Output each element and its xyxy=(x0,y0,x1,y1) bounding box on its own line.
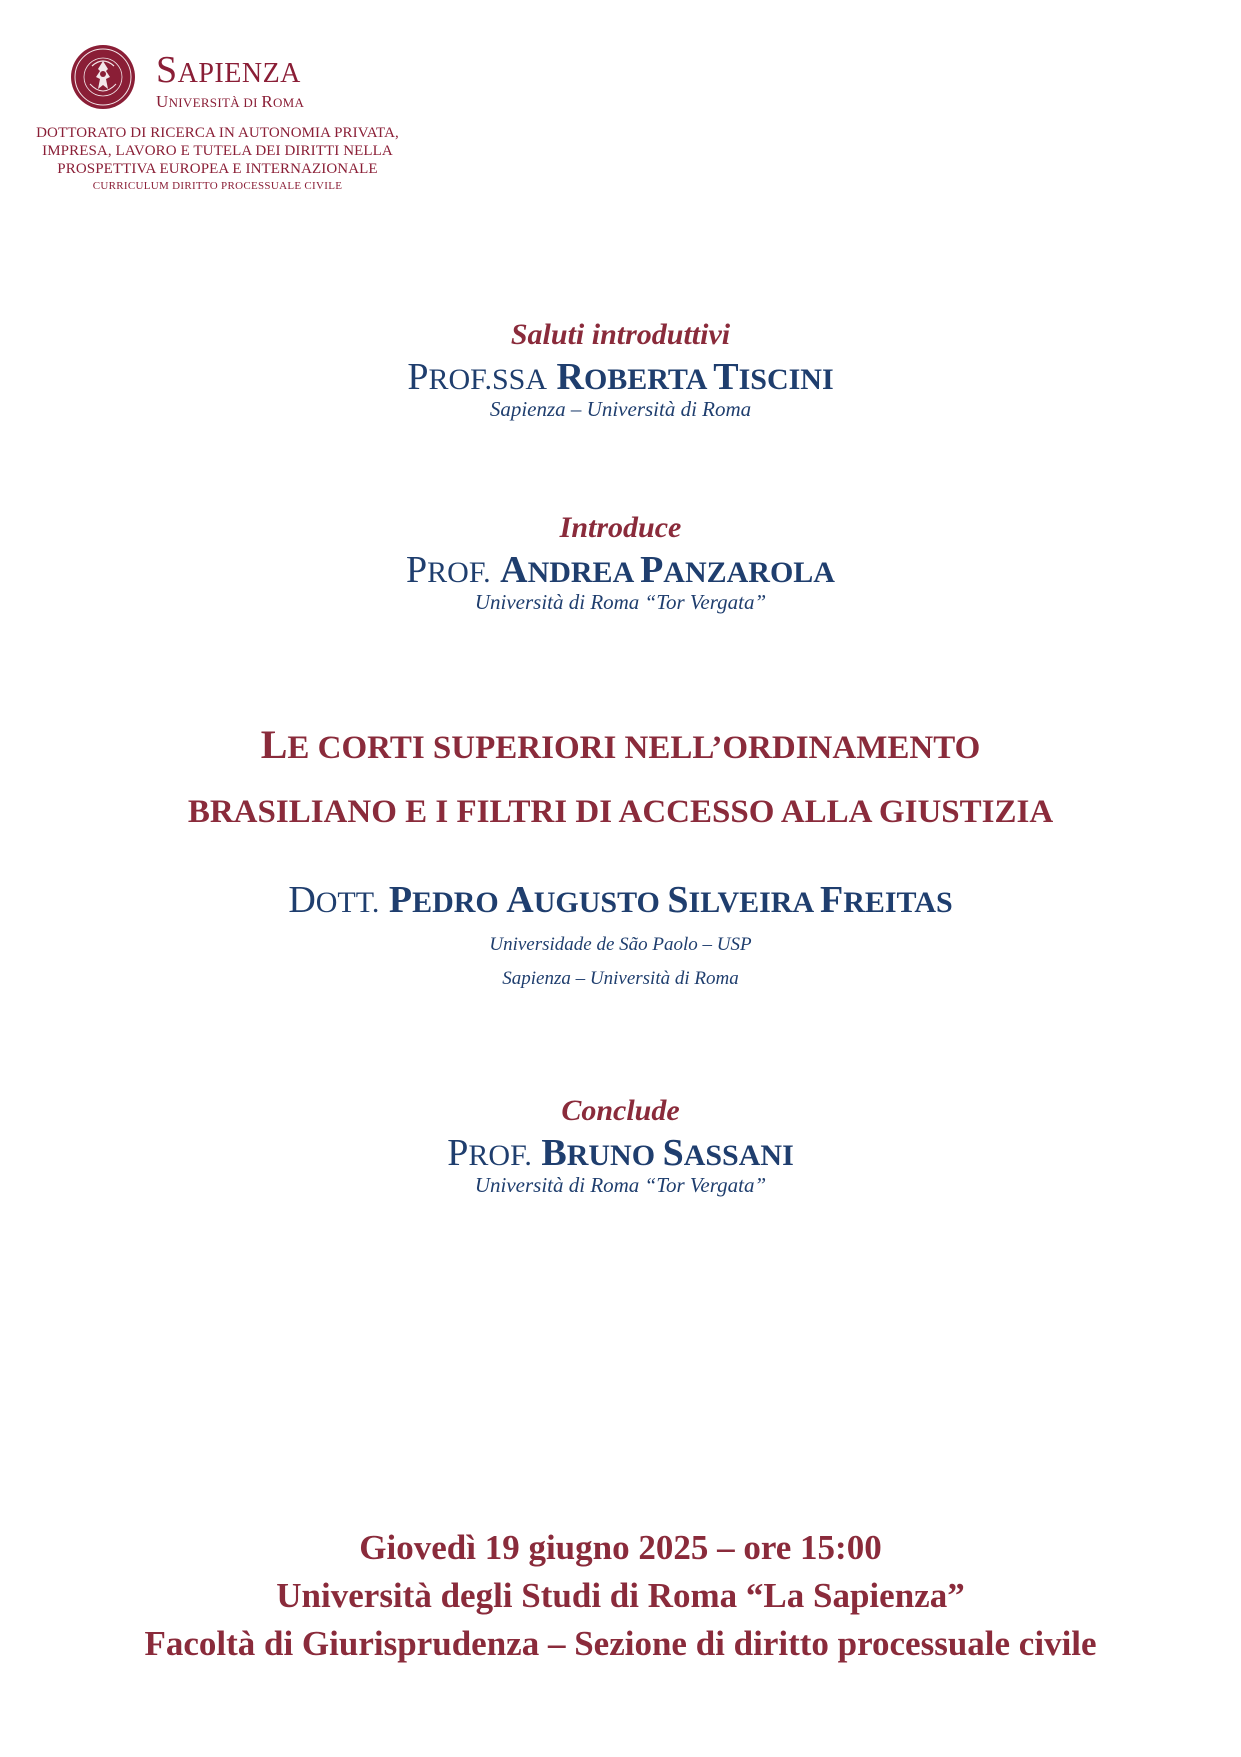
introduction-speaker xyxy=(0,548,1241,595)
greetings-speaker xyxy=(0,355,1241,402)
speaker-name: ANDREA PANZAROLA xyxy=(500,549,835,591)
conclusion-role: Conclude xyxy=(561,1094,680,1127)
speaker-name: BRUNO SASSANI xyxy=(541,1132,794,1174)
greetings-role: Saluti introduttivi xyxy=(510,318,731,351)
event-faculty: Facoltà di Giurisprudenza – Sezione di diritto processuale civile xyxy=(144,1624,1097,1663)
university-name: SAPIENZA xyxy=(156,49,301,91)
speaker-title: PROF. xyxy=(447,1132,532,1174)
speaker-name: PEDRO AUGUSTO SILVEIRA FREITAS xyxy=(388,879,953,921)
conclusion-affiliation: Università di Roma “Tor Vergata” xyxy=(474,1173,767,1197)
talk-title xyxy=(0,716,1241,847)
university-brand xyxy=(156,50,304,112)
curriculum-line: CURRICULUM DIRITTO PROCESSUALE CIVILE xyxy=(92,180,343,192)
greetings-affiliation: Sapienza – Università di Roma xyxy=(489,397,752,421)
doctorate-program xyxy=(20,124,415,194)
university-name-text xyxy=(156,50,157,51)
introduction-affiliation: Università di Roma “Tor Vergata” xyxy=(474,590,767,614)
department-line: DOTTORATO DI RICERCA IN AUTONOMIA PRIVATA, xyxy=(36,125,399,141)
speaker-title: PROF.SSA xyxy=(407,356,547,398)
talk-title-line-2: BRASILIANO E I FILTRI DI ACCESSO ALLA GIUSTIZIA xyxy=(187,794,1054,830)
main-speaker xyxy=(0,878,1241,925)
university-subtitle-text xyxy=(156,92,157,93)
talk-title-line-1: LE CORTI SUPERIORI NELL’ORDINAMENTO xyxy=(260,722,981,767)
conclusion-speaker xyxy=(0,1131,1241,1178)
speaker-title: DOTT. xyxy=(288,879,380,921)
speaker-name: ROBERTA TISCINI xyxy=(556,356,834,398)
event-venue: Università degli Studi di Roma “La Sapienza” xyxy=(276,1576,965,1615)
university-seal-logo xyxy=(70,44,136,110)
department-line: PROSPETTIVA EUROPEA E INTERNAZIONALE xyxy=(57,161,378,177)
event-date: Giovedì 19 giugno 2025 – ore 15:00 xyxy=(359,1528,882,1567)
introduction-role: Introduce xyxy=(559,511,682,544)
main-speaker-affiliation: Universidade de São Paolo – USP xyxy=(489,934,752,955)
speaker-title: PROF. xyxy=(406,549,491,591)
university-subtitle: UNIVERSITÀ DI ROMA xyxy=(156,92,305,111)
department-line: IMPRESA, LAVORO E TUTELA DEI DIRITTI NELLA xyxy=(42,143,393,159)
main-speaker-affiliation: Sapienza – Università di Roma xyxy=(502,968,739,989)
